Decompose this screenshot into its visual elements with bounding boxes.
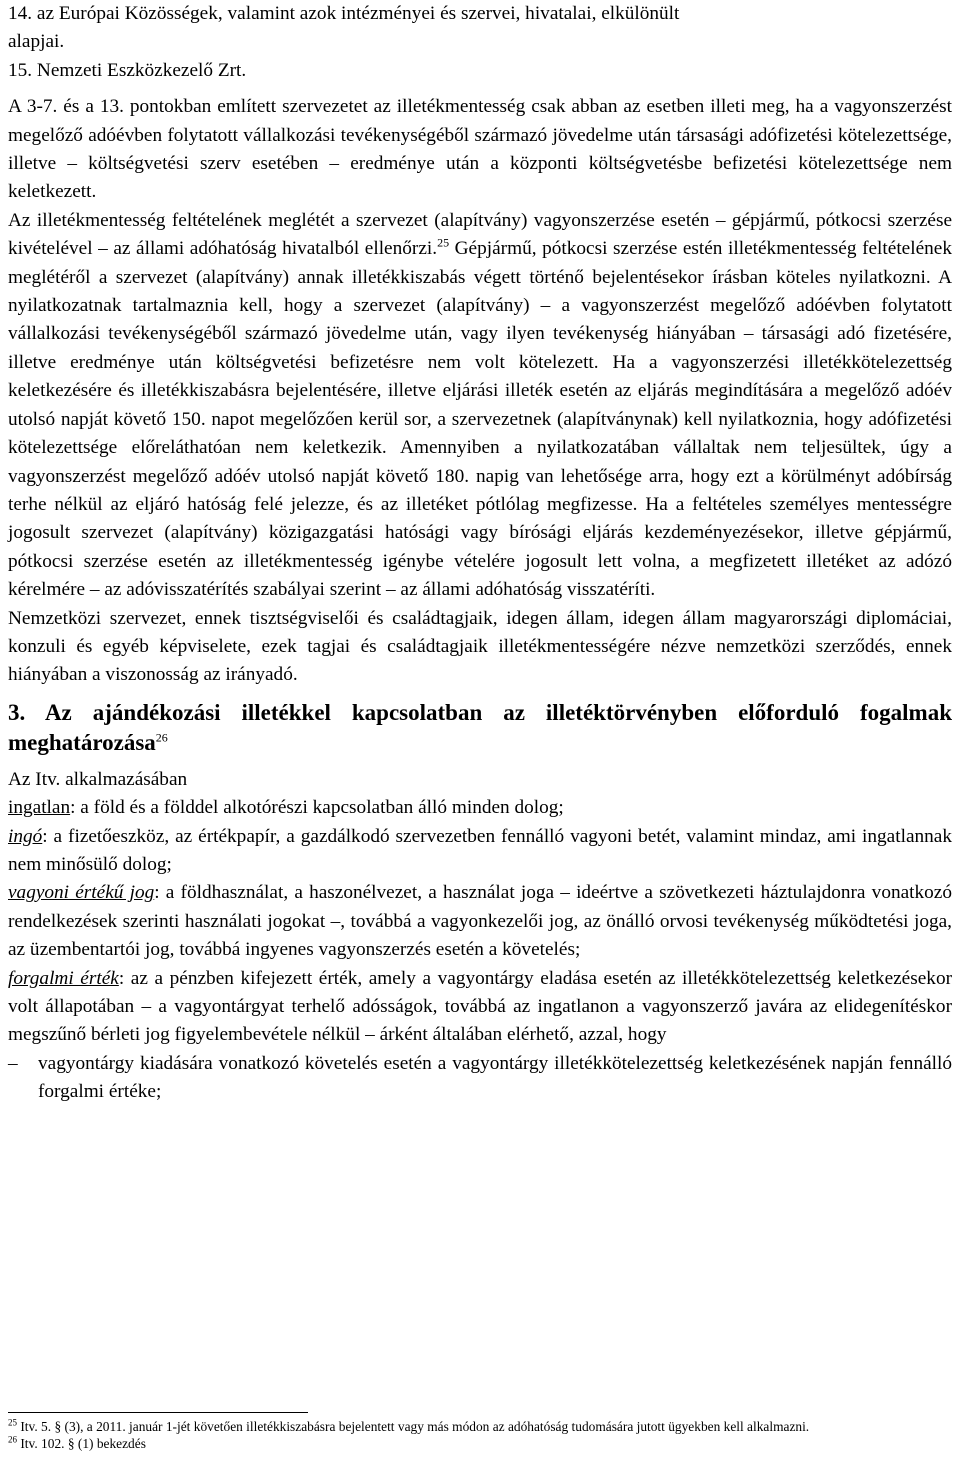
definitions-intro: Az Itv. alkalmazásában (8, 768, 188, 790)
footnote-25: $^{25}$ Itv. 5. § (3), a 2011. január 1-jét követően illetékkiszabásra bejelentett vagy más módon az adóhatóság tudomására jutott ügyekben kell alkalmazni. (8, 1417, 810, 1434)
definition-term: forgalmi érték (8, 967, 119, 989)
footnote-ref-25[interactable]: 25 (437, 235, 450, 250)
footnote-26: $^{26}$ Itv. 102. § (1) bekezdés (8, 1434, 146, 1451)
spacer (8, 85, 952, 93)
paragraph-exemption-condition: A 3-7. és a 13. pontokban említett szervezetet az illetékmentesség csak abban az esetben illeti meg, ha a vagyonszerzést megelőző adóévben folytatott vállalkozási tevékenységéből származó jövedelme után társasági adófizetési kötelezettsége, illetve – költségvetési szerv esetében – eredménye után a központi költségvetésbe befizetési kötelezettsége nem keletkezett. (8, 96, 952, 203)
footnote-ref-26[interactable]: 26 (155, 730, 168, 745)
document-body (8, 0, 952, 1107)
definition-vagyoni-erteku-jog: vagyoni értékű jog: a földhasználat, a haszonélvezet, a használat joga – ideértve a szövetkezeti háztulajdonra vonatkozó rendelkezések szerinti használati jogokat –, továbbá a vagyonkezelői jog, az önálló orvosi tevékenység működtetési joga, az üzembentartói jog, továbbá ingyenes vagyonszerzés esetén a követelés; (8, 882, 952, 961)
definition-term: ingó (8, 825, 43, 847)
dash-bullet: – (8, 1052, 18, 1074)
definition-forgalmi-ertek: forgalmi érték: az a pénzben kifejezett érték, amely a vagyontárgy eladása esetén az illetékkötelezettség keletkezésekor volt állapotában – a vagyontárgyat terhelő adósságok, továbbá az ingatlanon a vagyonszerző javára az elidegenítéskor megszűnő bérleti jog figyelembevétele nélkül – árként általában elérhető, azzal, hogy (8, 967, 953, 1046)
definition-ingo: ingó: a fizetőeszköz, az értékpapír, a gazdálkodó szervezetben fennálló vagyoni betét, valamint mindaz, ami ingatlannak nem minősülő dolog; (8, 825, 952, 875)
definition-ingatlan: ingatlan: a föld és a földdel alkotórészi kapcsolatban álló minden dolog; (8, 797, 564, 819)
footnote-separator (8, 1412, 308, 1413)
definition-term: ingatlan (8, 797, 71, 819)
list-item-14: 14. az Európai Közösségek, valamint azok intézményei és szervei, hivatalai, elkülönült alapjai. (8, 3, 680, 53)
numbered-list (8, 0, 952, 85)
definition-term: vagyoni értékű jog (8, 882, 155, 904)
list-item-15: 15. Nemzeti Eszközkezelő Zrt. (8, 59, 247, 81)
section-heading: 3. Az ajándékozási illetékkel kapcsolatban az illetéktörvényben előforduló fogalmak meghatározása$^{26}$ (8, 699, 952, 755)
footnotes (8, 1412, 952, 1452)
paragraph-verification: Az illetékmentesség feltételének meglétét a szervezet (alapítvány) vagyonszerzése esetén – gépjármű, pótkocsi szerzése kivételével – az állami adóhatóság hivatalból ellenőrzi.$^{25}$ Gépjármű, pótkocsi szerzése estén illetékmentesség feltételének meglétéről a szervezet (alapítvány) annak illetékkiszabás végett történő bejelentésekor írásban köteles nyilatkozni. A nyilatkozatnak tartalmaznia kell, hogy a szervezet (alapítvány) – a vagyonszerzést megelőző adóévben folytatott vállalkozási tevékenységéből származó jövedelme után, vagy ilyen tevékenység hiányában – társasági adó fizetésére, illetve eredménye után költségvetési befizetésre nem volt kötelezett. Ha a vagyonszerzési illetékkötelezettség keletkezésére és illetékkiszabásra bejelentésére, illetve eljárási illeték esetén az eljárás megindítására a megelőző adóév utolsó napját követő 150. napot megelőzően kerül sor, a szervezetnek (alapítványnak) kell nyilatkoznia, hogy adófizetési kötelezettsége előreláthatóan nem keletkezik. Amennyiben a nyilatkozatában vállaltak nem teljesültek, úgy a vagyonszerzést megelőző adóév utolsó napját követő 180. napig van lehetősége arra, hogy ezt a körülményt adóbírság terhe nélkül az eljáró hatóság felé jelezze, és az illetéket pótlólag megfizesse. Ha a feltételes személyes mentességre jogosult szervezet (alapítvány) közigazgatási hatósági vagy bírósági eljárás kezdeményezésekor, illetve gépjármű, pótkocsi szerzése esetén az illetékmentesség igénybe vételére jogosult lett volna, a megfizetett illetéket az adózó kérelmére – az adóvisszatérítés szabályai szerint – az állami adóhatóság visszatéríti. (8, 209, 952, 601)
dash-list-item: – vagyontárgy kiadására vonatkozó követelés esetén a vagyontárgy illetékkötelezettség keletkezésének napján fennálló forgalmi értéke; (8, 1050, 952, 1107)
spacer (8, 758, 952, 766)
paragraph-international-orgs: Nemzetközi szervezet, ennek tisztségviselői és családtagjaik, idegen állam, idegen állam magyarországi diplomáciai, konzuli és egyéb képviselete, ezek tagjai és családtagjaik illetékmentességére nézve nemzetközi szerződés, ennek hiányában a viszonosság az irányadó. (8, 607, 952, 686)
